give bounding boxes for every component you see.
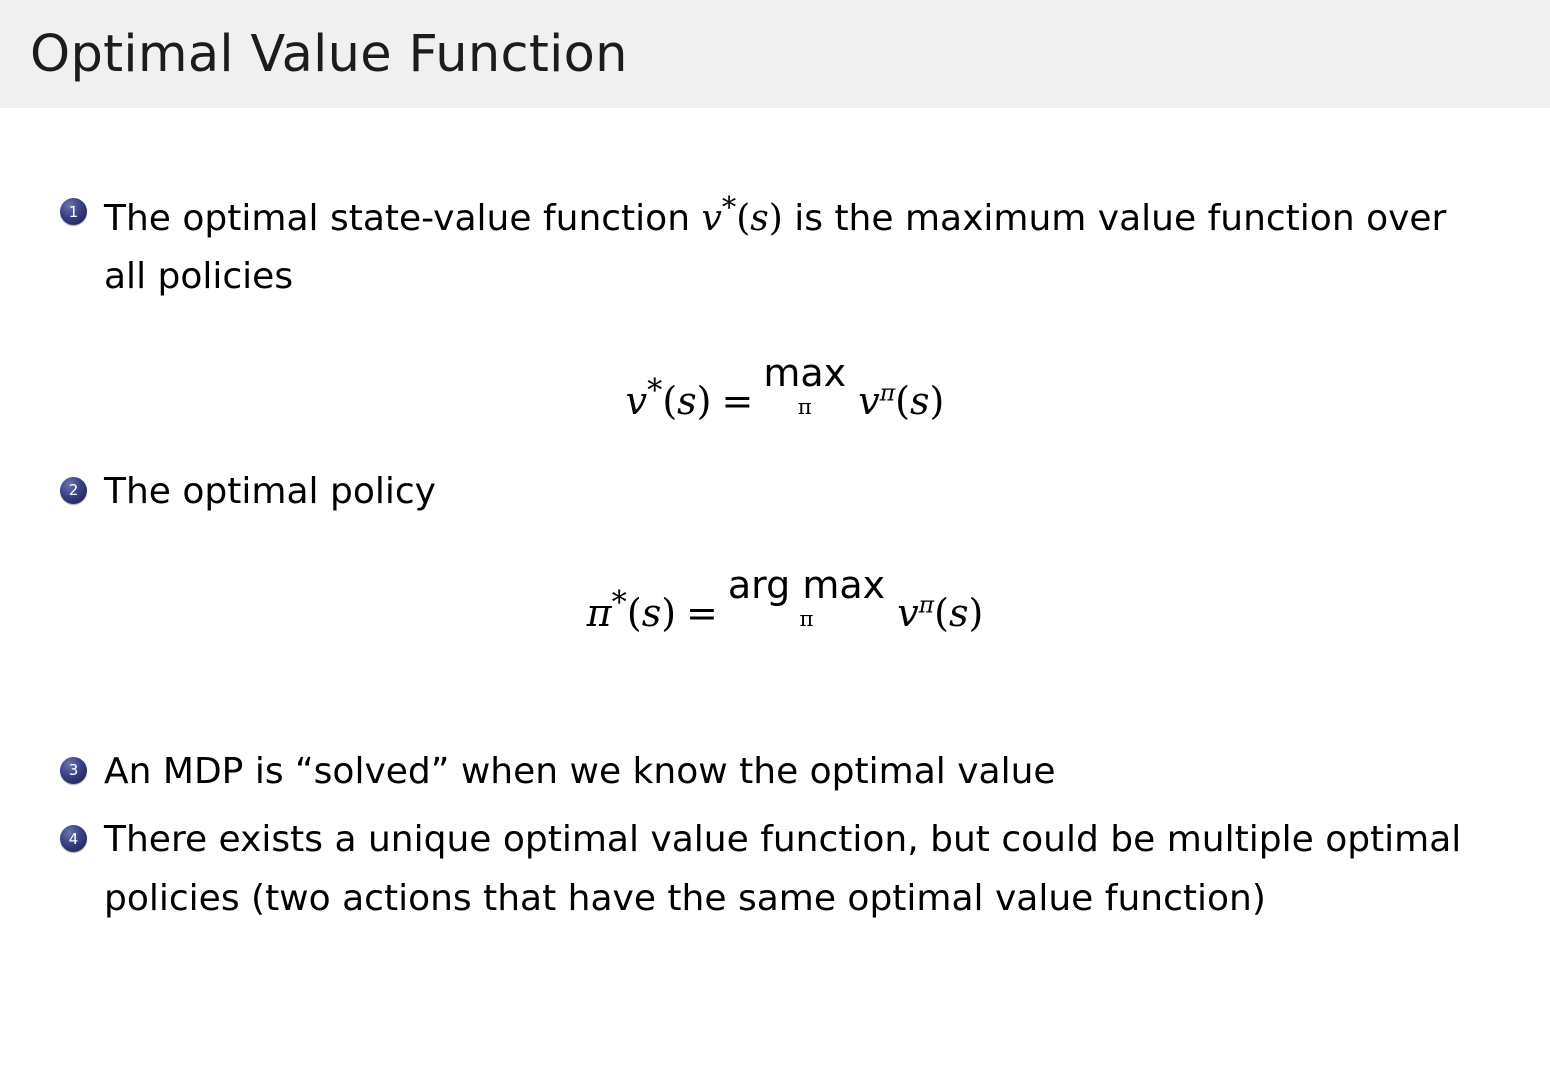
equation-1-lhs-arg: s [677, 378, 697, 423]
page-title: Optimal Value Function [30, 24, 628, 84]
list-item-text: There exists a unique optimal value function, but could be multiple optimal policies (two actions that have the same optimal value function) [104, 819, 1462, 919]
equation-2-rhs-var: v [897, 590, 919, 635]
list-item-text: An MDP is “solved” when we know the optimal value [104, 750, 1056, 792]
equation-2-operator: arg max π [727, 562, 886, 632]
bullet-number-1: 1 [60, 198, 87, 225]
bullet-number-4: 4 [60, 825, 87, 852]
equation-1-rhs-open: ( [895, 378, 910, 423]
equation-1-relation: = [721, 378, 754, 423]
equation-1-lhs-close: ) [696, 378, 712, 423]
equation-2-rhs-close: ) [968, 590, 984, 635]
equation-optimal-value-function [60, 351, 1510, 423]
equation-2-lhs-var: π [586, 590, 612, 635]
list-item [60, 463, 1510, 521]
equation-1-rhs-var: v [858, 378, 880, 423]
equation-1-lhs-star: * [647, 372, 663, 408]
equation-2-lhs-close: ) [661, 590, 677, 635]
equation-1-rhs-arg: s [910, 378, 930, 423]
equation-2-lhs-star: * [611, 585, 627, 621]
list-item [60, 743, 1510, 801]
list-item [60, 811, 1510, 928]
equation-2-rhs-open: ( [934, 590, 949, 635]
equation-1-operator-subscript: π [797, 394, 812, 420]
bullet-number-2: 2 [60, 477, 87, 504]
equation-1-lhs-open: ( [662, 378, 678, 423]
list-item [60, 184, 1510, 307]
equation-2-operator-subscript: π [799, 606, 814, 632]
equation-2-rhs-arg: s [948, 590, 969, 635]
equation-1-rhs-close: ) [929, 378, 945, 423]
equation-2-lhs-open: ( [626, 590, 642, 635]
list-item-text: The optimal policy [104, 470, 436, 512]
slide-title-bar [0, 0, 1550, 108]
equation-2-lhs-arg: s [641, 590, 662, 635]
slide-body [0, 184, 1550, 928]
bullet-number-3: 3 [60, 757, 87, 784]
equation-1-rhs-sup: π [879, 377, 896, 406]
equation-optimal-policy [60, 563, 1510, 635]
equation-1-lhs-var: v [625, 378, 648, 423]
equation-2-rhs-sup: π [918, 590, 935, 619]
equation-2-relation: = [686, 590, 718, 635]
list-item-text: The optimal state-value function v*(s) is the maximum value function over all policies [104, 190, 1447, 298]
equation-1-operator: max π [763, 350, 847, 420]
